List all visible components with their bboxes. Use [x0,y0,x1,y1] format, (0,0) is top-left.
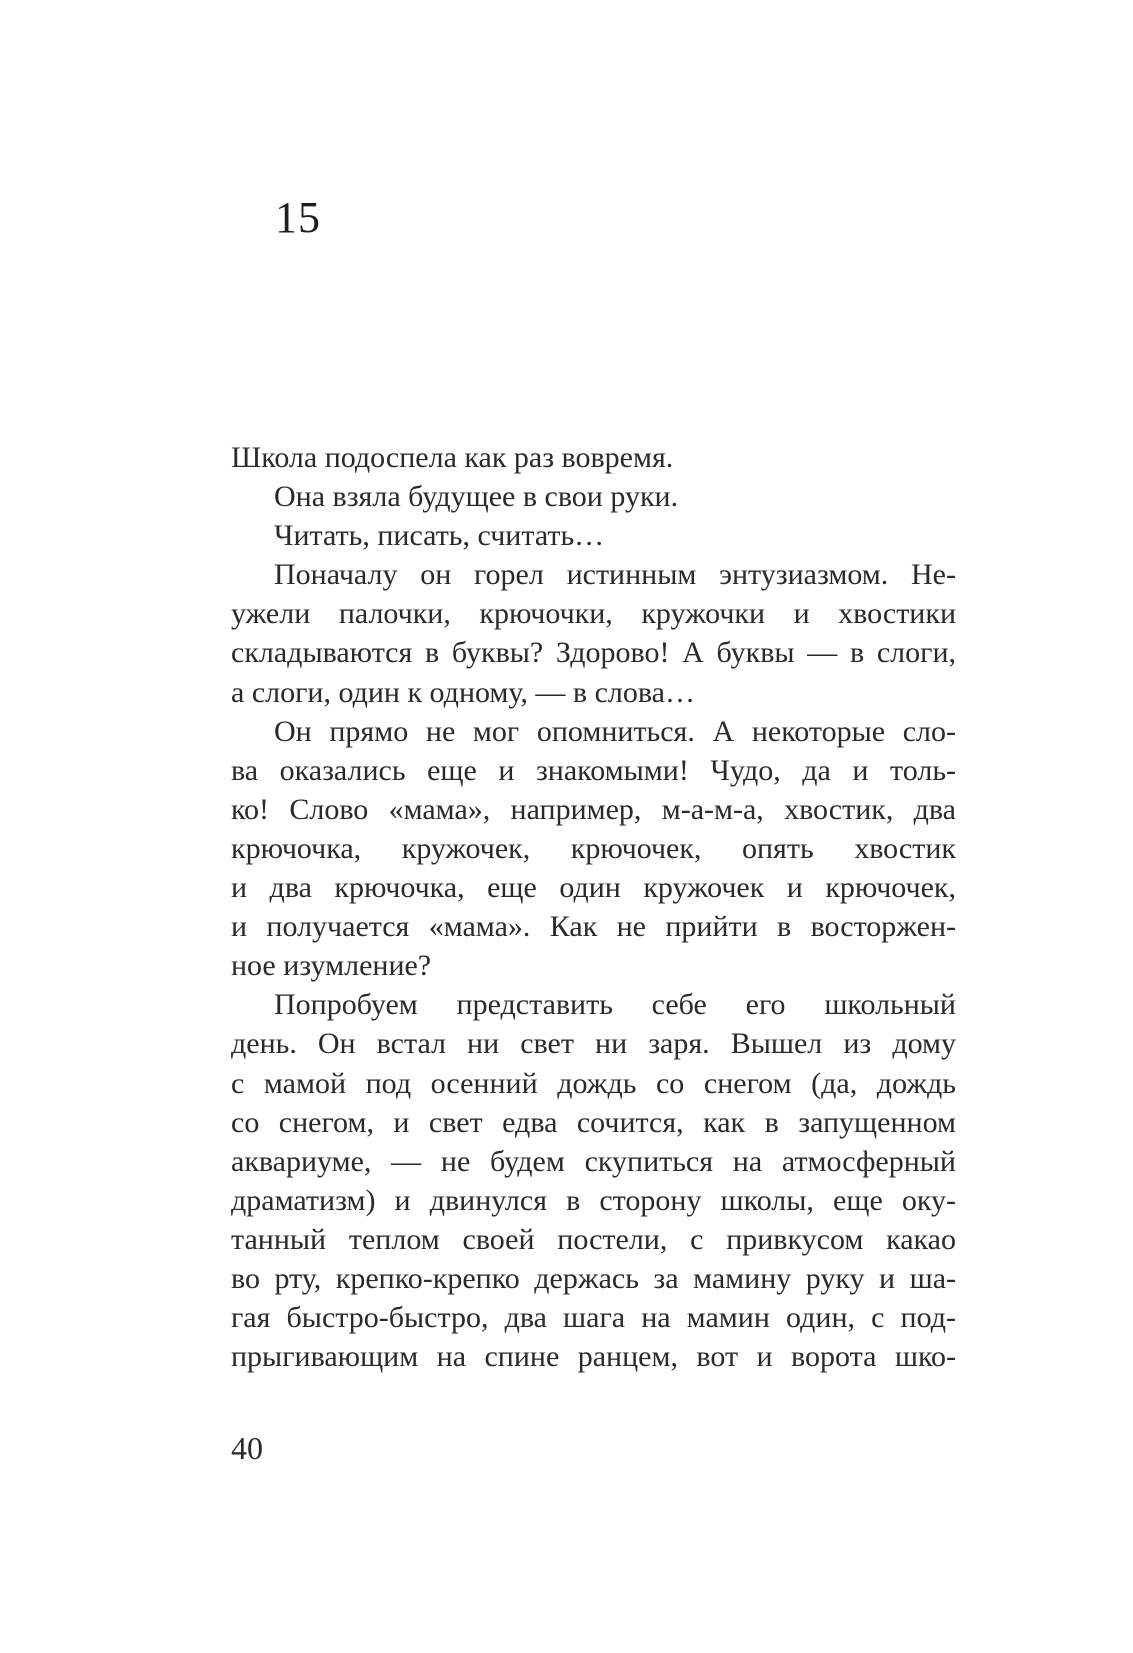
text-line: аквариуме, — не будем скупиться на атмосферный [231,1144,956,1178]
text-line: ужели палочки, крючочки, кружочки и хвостики [231,597,956,631]
chapter-number: 15 [275,193,321,242]
text-line: и получается «мама». Как не прийти в восторжен- [231,910,956,944]
text-line: гая быстро-быстро, два шага на мамин один, с под- [231,1301,956,1335]
text-line: во рту, крепко-крепко держась за мамину руку и ша- [231,1261,956,1295]
text-line: Он прямо не мог опомниться. А некоторые сло- [274,714,956,748]
text-line: ва оказались еще и знакомыми! Чудо, да и толь- [231,753,956,787]
text-line: с мамой под осенний дождь со снегом (да, дождь [231,1066,956,1100]
text-line: танный теплом своей постели, с привкусом какао [231,1222,956,1256]
text-line: и два крючочка, еще один кружочек и крючочек, [231,871,956,905]
text-line: ное изумление? [231,949,432,983]
text-line: а слоги, один к одному, — в слова… [231,675,695,709]
text-line: драматизм) и двинулся в сторону школы, еще оку- [231,1183,956,1217]
text-line: Попробуем представить себе его школьный [274,988,956,1022]
text-line: Читать, писать, считать… [274,519,605,553]
text-line: Она взяла будущее в свои руки. [274,480,679,514]
text-line: со снегом, и свет едва сочится, как в запущенном [231,1105,956,1139]
text-line: день. Он встал ни свет ни заря. Вышел из дому [231,1027,956,1061]
text-line: складываются в буквы? Здорово! А буквы — в слоги, [231,636,956,670]
page-number: 40 [231,1430,263,1466]
text-line: Школа подоспела как раз вовремя. [231,441,674,474]
body-text [231,438,956,1376]
text-line: Поначалу он горел истинным энтузиазмом. Не- [274,558,956,592]
text-line: прыгивающим на спине ранцем, вот и ворота шко- [231,1340,956,1374]
text-line: ко! Слово «мама», например, м-а-м-а, хвостик, два [231,792,956,826]
text-line: крючочка, кружочек, крючочек, опять хвостик [231,831,956,865]
